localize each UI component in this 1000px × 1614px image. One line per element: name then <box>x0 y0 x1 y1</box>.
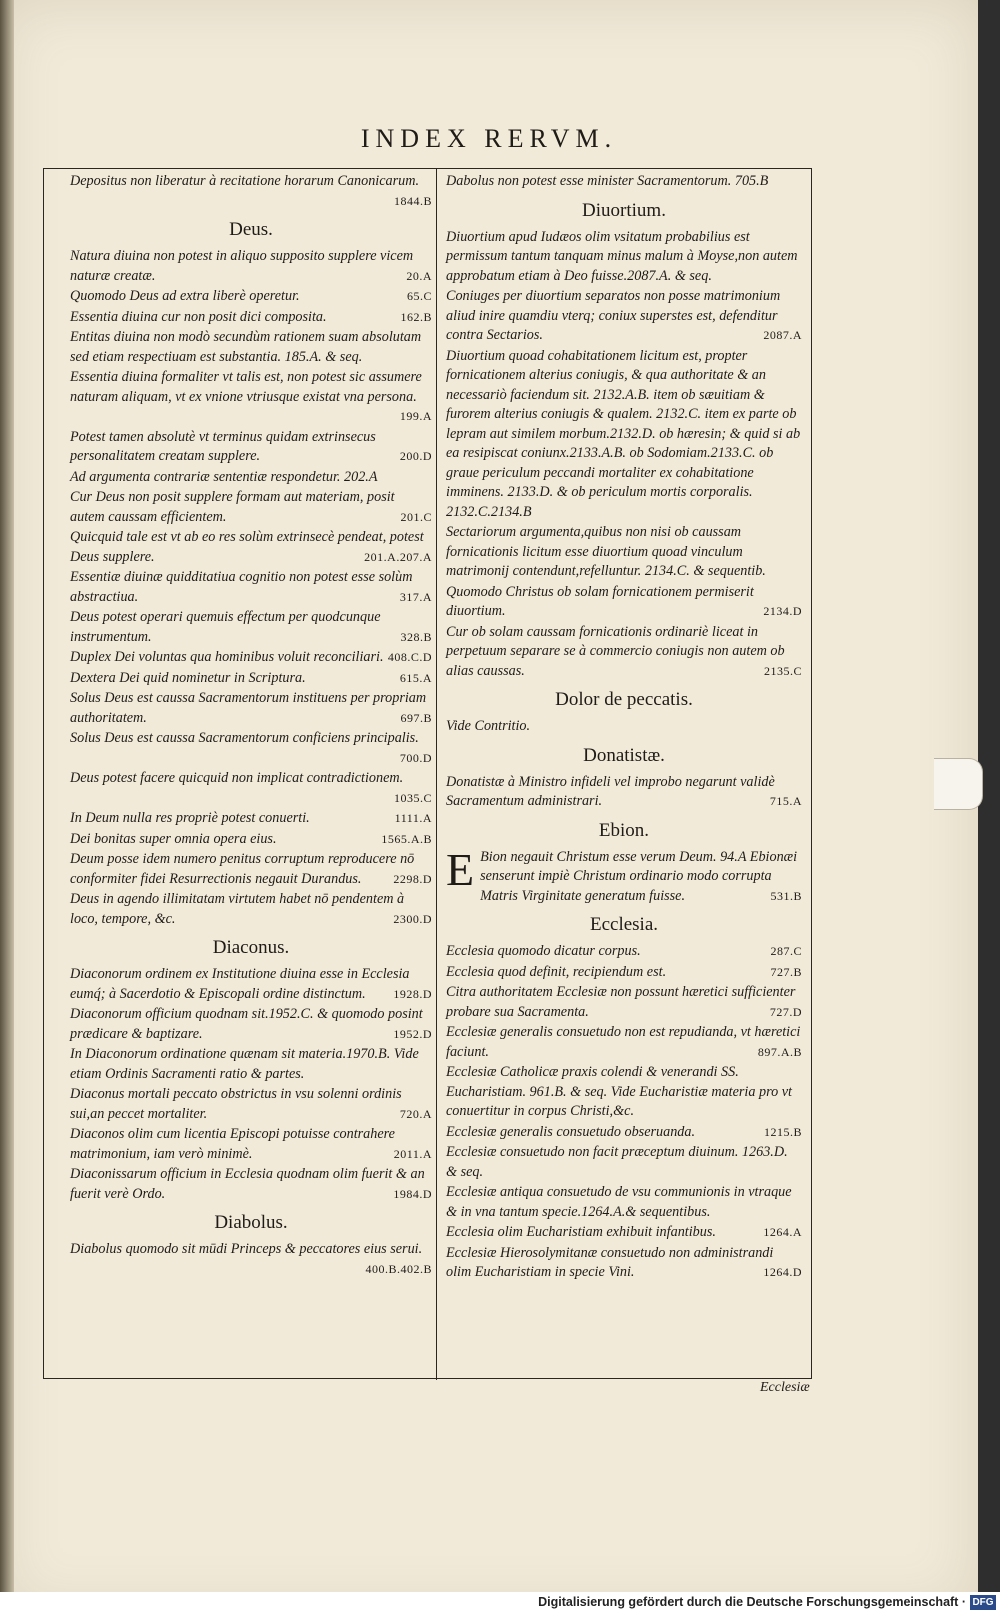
page-reference: 727.D <box>769 1004 802 1019</box>
index-heading: Dolor de peccatis. <box>555 689 693 710</box>
binding-shadow <box>0 0 14 1614</box>
index-entry <box>70 1005 432 1044</box>
footer-credit: Digitalisierung gefördert durch die Deutsche Forschungsgemeinschaft · <box>538 1595 966 1609</box>
page-reference: 2298.D <box>393 871 432 886</box>
index-entry <box>446 583 802 622</box>
index-entry <box>446 963 802 983</box>
entry-text: Duplex Dei voluntas qua hominibus voluit reconciliari. <box>70 649 384 665</box>
entry-text: Diaconissarum officium in Ecclesia quodnam olim fuerit & an fuerit verè Ordo. <box>70 1166 425 1202</box>
index-entry <box>70 669 432 689</box>
drop-cap: E <box>446 843 475 895</box>
left-column <box>70 172 432 1280</box>
entry-text: Deus in agendo illimitatam virtutem habet nō pendentem à loco, tempore, &c. <box>70 891 405 927</box>
entry-text: Solus Deus est caussa Sacramentorum conficiens principalis. <box>70 730 419 746</box>
index-entry <box>446 843 802 907</box>
page-reference: 1111.A <box>394 811 432 825</box>
entry-text: Essentia diuina formaliter vt talis est, non potest sic assumere naturam aliquam, vt ex vnione vtriusque existat vna persona. <box>70 369 422 405</box>
index-entry <box>446 1143 802 1182</box>
index-entry <box>70 308 432 328</box>
index-entry <box>446 1244 802 1283</box>
page-reference: 700.D <box>399 750 432 765</box>
index-entry <box>70 172 432 211</box>
page-reference: 2300.D <box>393 911 432 926</box>
index-entry <box>70 809 432 829</box>
index-entry <box>446 287 802 346</box>
page-marker-tab <box>934 758 983 810</box>
page-reference: 162.B <box>400 309 432 324</box>
index-entry <box>70 468 432 488</box>
index-entry <box>446 1123 802 1143</box>
page-reference: 65.C <box>406 289 432 303</box>
index-entry <box>446 773 802 812</box>
index-entry <box>70 1165 432 1204</box>
entry-text: Diaconorum ordinem ex Institutione diuina esse in Ecclesia eumq́; à Sacerdotio & Episcopali ordine distinctum. <box>70 966 410 1002</box>
index-entry <box>446 228 802 287</box>
entry-text: Cur ob solam caussam fornicationis ordinariè liceat in perpetuum separare se à commercio coniugis non autem ob alias caussas. <box>446 623 785 679</box>
index-heading: Deus. <box>229 219 273 240</box>
entry-text: Ecclesiæ Catholicæ praxis colendi & venerandi SS. Eucharistiam. 961.B. & seq. Vide Eucharistiæ materia pro vt conuertitur in corpus Christi,&c. <box>446 1064 792 1119</box>
entry-text: Ecclesiæ consuetudo non facit præceptum diuinum. 1263.D. & seq. <box>446 1144 788 1180</box>
index-entry <box>70 689 432 728</box>
entry-text: Diaconos olim cum licentia Episcopi potuisse contrahere matrimonium, iam verò minimè. <box>70 1126 395 1162</box>
index-entry <box>446 1063 802 1122</box>
index-entry <box>446 717 802 737</box>
index-entry <box>70 328 432 367</box>
index-entry <box>70 850 432 889</box>
entry-text: Depositus non liberatur à recitatione horarum Canonicarum. <box>70 173 420 189</box>
catchword: Ecclesiæ <box>760 1380 810 1395</box>
index-entry <box>70 287 432 307</box>
index-entry <box>70 769 432 808</box>
page-reference: 199.A <box>399 409 432 423</box>
index-entry <box>446 172 802 192</box>
page-reference: 897.A.B <box>757 1044 802 1059</box>
page-reference: 2134.D <box>763 604 802 618</box>
page-reference: 1264.A <box>763 1225 802 1239</box>
entry-text: In Diaconorum ordinatione quænam sit materia.1970.B. Vide etiam Ordinis Sacramenti ratio & partes. <box>70 1046 419 1082</box>
page-reference: 697.B <box>400 710 432 725</box>
entry-text: Potest tamen absolutè vt terminus quidam extrinsecus personalitatem creatam supplere. <box>70 428 376 464</box>
index-entry <box>70 1045 432 1084</box>
index-entry <box>70 1125 432 1164</box>
dfg-logo: DFG <box>970 1595 996 1610</box>
index-entry <box>446 942 802 962</box>
page-reference: 1928.D <box>393 986 432 1001</box>
index-entry <box>70 247 432 286</box>
entry-text: Dabolus non potest esse minister Sacramentorum. 705.B <box>446 173 769 189</box>
entry-text: Bion negauit Christum esse verum Deum. 94.A Ebionæi senserunt impiè Christum ordinario modo corrupta Matris Virginitate generatum fuisse. <box>480 848 798 904</box>
entry-text: Quicquid tale est vt ab eo res solùm extrinsecè pendeat, potest Deus supplere. <box>70 529 424 565</box>
index-entry <box>70 830 432 850</box>
index-entry <box>70 568 432 607</box>
page-reference: 287.C <box>770 944 802 958</box>
entry-text: Dei bonitas super omnia opera eius. <box>70 830 277 847</box>
index-entry <box>446 1023 802 1062</box>
entry-text: Deus potest facere quicquid non implicat contradictionem. <box>70 770 404 786</box>
index-heading: Diabolus. <box>214 1212 288 1233</box>
index-entry <box>70 528 432 567</box>
page-title: INDEX RERVM. <box>360 124 618 153</box>
right-column <box>446 172 802 1284</box>
index-entry <box>70 648 432 668</box>
entry-text: Diaconorum officium quodnam sit.1952.C. & quomodo posint prædicare & baptizare. <box>70 1006 423 1042</box>
page-reference: 715.A <box>769 794 802 808</box>
entry-text: Essentiæ diuinæ quidditatiua cognitio non potest esse solùm abstractiua. <box>70 569 413 605</box>
entry-text: In Deum nulla res propriè potest conuerti. <box>70 810 310 826</box>
entry-text: Ecclesiæ generalis consuetudo obseruanda. <box>446 1123 696 1140</box>
index-entry <box>70 428 432 467</box>
entry-text: Ad argumenta contrariæ sententiæ respondetur. 202.A <box>70 468 378 485</box>
entry-text: Dextera Dei quid nominetur in Scriptura. <box>70 669 306 686</box>
column-divider <box>436 168 437 1380</box>
entry-text: Quomodo Christus ob solam fornicationem permiserit diuortium. <box>446 583 754 619</box>
entry-text: Ecclesia olim Eucharistiam exhibuit infantibus. <box>446 1224 716 1240</box>
index-heading: Diuortium. <box>582 199 666 221</box>
page-reference: 200.D <box>399 449 432 463</box>
entry-text: Sectariorum argumenta,quibus non nisi ob caussam fornicationis licitum esse diuortium quoad vinculum matrimonij contendunt,refelluntur. 2134.C. & sequentib. <box>446 524 766 579</box>
page-reference: 1035.C <box>393 790 432 805</box>
entry-text: Diabolus quomodo sit mūdi Princeps & peccatores eius serui. <box>70 1241 423 1257</box>
page-reference: 317.A <box>399 589 432 604</box>
index-heading: Donatistæ. <box>583 744 665 766</box>
entry-text: Donatistæ à Ministro infideli vel improbo negarunt validè Sacramentum administrari. <box>446 773 775 809</box>
index-entry <box>446 1183 802 1222</box>
page-reference: 400.B.402.B <box>365 1261 432 1276</box>
page-reference: 328.B <box>400 629 432 644</box>
page-reference: 2087.A <box>763 328 802 342</box>
page-reference: 201.C <box>400 509 432 524</box>
page-reference: 20.A <box>406 268 432 283</box>
page-reference: 1215.B <box>763 1124 802 1139</box>
entry-text: Ecclesia quomodo dicatur corpus. <box>446 943 641 959</box>
entry-text: Diuortium apud Iudæos olim vsitatum probabilius est permissum tantum tanquam minus malum à Moyse,non autem approbatum etiam à Deo fuisse.2087.A. & seq. <box>446 228 798 284</box>
entry-text: Quomodo Deus ad extra liberè operetur. <box>70 288 300 304</box>
entry-text: Entitas diuina non modò secundùm rationem suam absolutam sed etiam respectiuam est substantia. 185.A. & seq. <box>70 329 422 365</box>
index-entry <box>446 1223 802 1243</box>
index-entry <box>70 729 432 768</box>
index-heading: Ebion. <box>598 819 650 841</box>
index-heading: Ecclesia. <box>589 914 659 935</box>
index-entry <box>70 488 432 527</box>
entry-text: Cur Deus non posit supplere formam aut materiam, posit autem caussam efficientem. <box>70 489 395 525</box>
index-entry <box>70 1085 432 1124</box>
index-entry <box>446 983 802 1022</box>
entry-text: Ecclesia quod definit, recipiendum est. <box>446 963 667 980</box>
page-reference: 2135.C <box>763 663 802 678</box>
page-reference: 1844.B <box>393 193 432 208</box>
page-reference: 727.B <box>770 964 802 979</box>
entry-text: Diaconus mortali peccato obstrictus in vsu solenni ordinis sui,an peccet mortaliter. <box>70 1086 402 1122</box>
page-reference: 1984.D <box>393 1186 432 1201</box>
entry-text: Ecclesiæ Hierosolymitanæ consuetudo non administrandi olim Eucharistiam in specie Vini. <box>446 1244 774 1280</box>
page-reference: 2011.A <box>393 1146 432 1161</box>
page-reference: 408.C.D <box>387 650 432 664</box>
entry-text: Essentia diuina cur non posit dici composita. <box>70 308 327 325</box>
index-entry <box>446 523 802 582</box>
page-reference: 201.A.207.A <box>364 549 432 564</box>
entry-text: Citra authoritatem Ecclesiæ non possunt hæretici sufficienter probare sua Sacramenta. <box>446 984 796 1020</box>
entry-text: Deus potest operari quemuis effectum per quodcunque instrumentum. <box>70 609 381 645</box>
page-reference: 720.A <box>399 1106 432 1121</box>
index-heading: Diaconus. <box>212 937 290 958</box>
entry-text: Natura diuina non potest in aliquo supposito supplere vicem naturæ creatæ. <box>70 248 414 284</box>
page-reference: 1264.D <box>763 1265 802 1279</box>
entry-text: Vide Contritio. <box>446 718 531 734</box>
page-reference: 1952.D <box>393 1026 432 1041</box>
index-entry <box>70 368 432 427</box>
index-entry <box>446 347 802 523</box>
entry-text: Deum posse idem numero penitus corruptum reproducere nō conformiter fidei Resurrectionis negauit Durandus. <box>70 851 415 887</box>
index-entry <box>70 890 432 929</box>
index-entry <box>70 965 432 1004</box>
index-entry <box>70 608 432 647</box>
page-reference: 615.A <box>399 670 432 685</box>
entry-text: Coniuges per diuortium separatos non posse matrimonium aliud inire quamdiu vterq; coniux superstes est, defenditur contra Sectarios. <box>446 288 781 343</box>
page-reference: 531.B <box>770 888 802 903</box>
index-entry <box>446 623 802 682</box>
page-reference: 1565.A.B <box>381 831 432 846</box>
entry-text: Solus Deus est caussa Sacramentorum instituens per propriam authoritatem. <box>70 690 427 726</box>
entry-text: Diuortium quoad cohabitationem licitum est, propter fornicationem alterius coniugis, & qua authoritate & an necessariò faciendum sit. 2132.A.B. item ob sæuitiam & furorem alterius coniugis & qualem. 2132.C. item ex parte ob lepram aut similem morbum.2132.D. ob hæresin; & quid si ab ea resipiscat coniunx.2133.A.B. ob Sodomiam.2133.C. ob graue periculum peccandi mortaliter ex cohabitatione imminens. 2133.D. & ob periculum mortis corporalis. 2132.C.2134.B <box>446 347 801 520</box>
entry-text: Ecclesiæ generalis consuetudo non est repudianda, vt hæretici faciunt. <box>446 1024 801 1060</box>
page-edge <box>978 0 1000 1614</box>
index-entry <box>70 1240 432 1279</box>
entry-text: Ecclesiæ antiqua consuetudo de vsu communionis in vtraque & in vna tantum specie.1264.A.& sequentibus. <box>446 1184 792 1220</box>
